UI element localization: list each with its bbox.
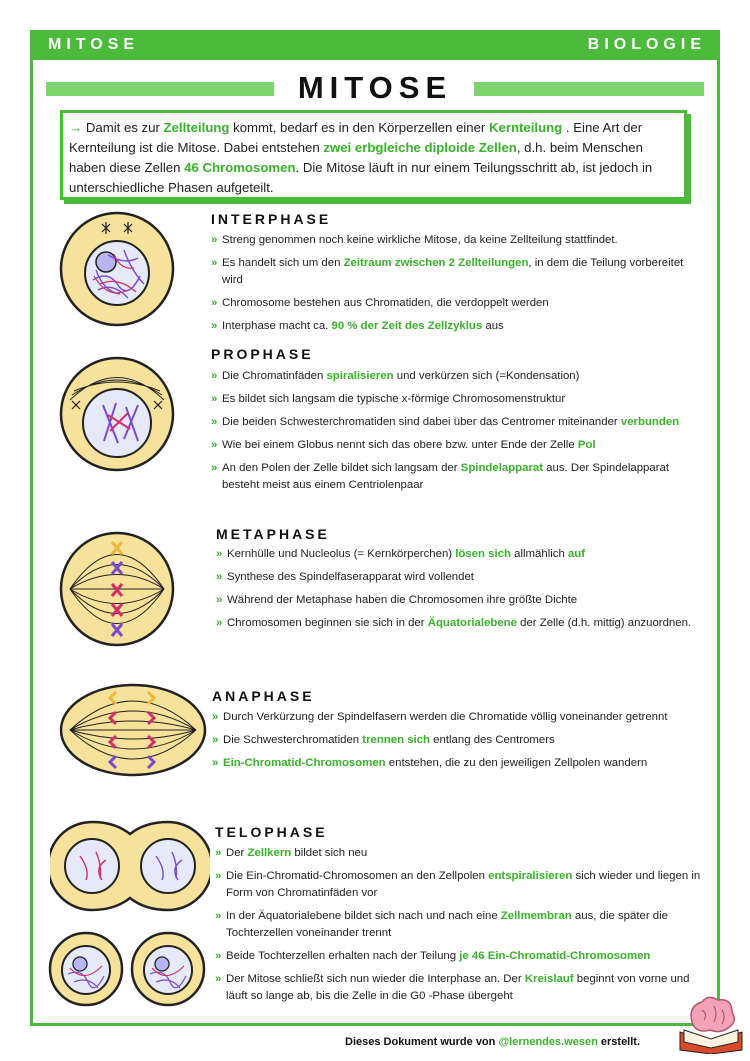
bullet-highlight: Äquatorialebene — [427, 617, 517, 629]
bullet-text: und verkürzen sich (=Kondensation) — [393, 370, 580, 382]
list-item — [211, 255, 701, 289]
header-category: BIOLOGIE — [587, 36, 706, 53]
intro-highlight: zwei erbgleiche diploide Zellen — [323, 140, 517, 155]
bullet-text: Durch Verkürzung der Spindelfasern werden die Chromatide völlig voneinander getrennt — [223, 711, 668, 723]
bullet-text: der Zelle (d.h. mittig) anzuordnen. — [516, 617, 692, 629]
telophase-daughter-cells-illustration — [48, 930, 208, 1008]
metaphase-cell-illustration — [58, 530, 176, 648]
bullet-highlight: Zellmembran — [500, 910, 572, 922]
bullet-highlight: Kreislauf — [524, 973, 574, 985]
intro-highlight: Zellteilung — [163, 120, 230, 135]
bullet-highlight: Zeitraum zwischen 2 Zellteilungen — [343, 257, 529, 269]
metaphase-bullets — [216, 546, 701, 638]
bullet-highlight: spiralisieren — [326, 370, 394, 382]
bullet-highlight: 90 % der Zeit des Zellzyklus — [331, 320, 483, 332]
title-decor-left — [46, 82, 274, 96]
list-item — [211, 391, 701, 408]
bullet-text: Die Ein-Chromatid-Chromosomen an den Zellpolen — [226, 870, 489, 882]
list-item — [211, 232, 701, 249]
page-title: MITOSE — [297, 70, 453, 105]
intro-text: kommt, bedarf es in den Körperzellen einer — [229, 120, 489, 135]
footer-text: erstellt. — [597, 1036, 641, 1048]
list-item — [216, 592, 701, 609]
bullet-highlight: verbunden — [620, 416, 680, 428]
list-item — [215, 868, 701, 902]
telophase-title: TELOPHASE — [215, 824, 328, 840]
intro-text: , d.h. beim Menschen haben diese Zellen — [69, 140, 643, 175]
list-item — [211, 437, 701, 454]
list-item — [216, 615, 701, 632]
bullet-highlight: auf — [567, 548, 586, 560]
prophase-cell-illustration — [58, 355, 176, 473]
bullet-highlight: Pol — [577, 439, 596, 451]
bullet-highlight: trennen sich — [362, 734, 431, 746]
bullet-text: aus — [482, 320, 504, 332]
intro-box — [60, 110, 687, 200]
list-item — [212, 732, 701, 749]
list-item — [215, 971, 701, 1005]
list-item — [211, 318, 701, 335]
bullet-text: aus. Der Spindelapparat besteht meist aus einem Centriolenpaar — [222, 462, 670, 491]
bullet-text: Die Schwesterchromatiden — [223, 734, 363, 746]
list-item — [215, 948, 701, 965]
bullet-text: entlang des Centromers — [430, 734, 555, 746]
bullet-text: aus, die später die Tochterzellen voneinander trennt — [226, 910, 668, 939]
bullet-text: beginnt von vorne und läuft so lange ab, bis die Zelle in die G0 -Phase übergeht — [226, 973, 690, 1002]
bullet-highlight: entspiralisieren — [488, 870, 573, 882]
arrow-icon: → — [69, 120, 83, 135]
anaphase-cell-illustration — [58, 682, 208, 778]
bullet-text: Die beiden Schwesterchromatiden sind dabei über das Centromer miteinander — [222, 416, 621, 428]
bullet-text: Der — [226, 847, 248, 859]
bullet-text: Während der Metaphase haben die Chromosomen ihre größte Dichte — [227, 594, 578, 606]
bullet-text: Es handelt sich um den — [222, 257, 344, 269]
intro-text: Damit es zur — [82, 120, 164, 135]
telophase-bullets — [215, 845, 701, 1011]
interphase-cell-illustration — [58, 210, 176, 328]
bullet-text: Interphase macht ca. — [222, 320, 332, 332]
list-item — [212, 709, 701, 726]
bullet-text: Chromosomen beginnen sie sich in der — [227, 617, 428, 629]
bullet-text: Es bildet sich langsam die typische x-förmige Chromosomenstruktur — [222, 393, 566, 405]
metaphase-title: METAPHASE — [216, 526, 330, 542]
brain-book-logo-icon — [676, 992, 746, 1054]
title-decor-right — [474, 82, 704, 96]
bullet-text: In der Äquatorialebene bildet sich nach und nach eine — [226, 910, 501, 922]
bullet-text: Die Chromatinfäden — [222, 370, 327, 382]
intro-highlight: Kernteilung — [488, 120, 563, 135]
list-item — [212, 755, 701, 772]
intro-text: . Die Mitose läuft in nur einem Teilungsschritt ab, ist jedoch in unterschiedliche Phasen aufgeteilt. — [69, 160, 653, 195]
list-item — [216, 569, 701, 586]
bullet-text: sich wieder und liegen in Form von Chromatinfäden vor — [226, 870, 701, 899]
bullet-highlight: Ein-Chromatid-Chromosomen — [223, 757, 386, 769]
list-item — [216, 546, 701, 563]
bullet-highlight: Zellkern — [247, 847, 292, 859]
telophase-dividing-cell-illustration — [50, 820, 210, 912]
bullet-text: Chromosome bestehen aus Chromatiden, die verdoppelt werden — [222, 297, 549, 309]
bullet-highlight: lösen sich — [455, 548, 511, 560]
author-handle-link[interactable]: @lernendes.wesen — [498, 1036, 598, 1048]
bullet-text: Streng genommen noch keine wirkliche Mitose, da keine Zellteilung stattfindet. — [222, 234, 618, 246]
list-item — [215, 908, 701, 942]
bullet-text: An den Polen der Zelle bildet sich langsam der — [222, 462, 461, 474]
bullet-text: Der Mitose schließt sich nun wieder die Interphase an. Der — [226, 973, 525, 985]
prophase-title: PROPHASE — [211, 346, 314, 362]
header-bar — [30, 30, 720, 60]
interphase-bullets — [211, 232, 701, 341]
list-item — [215, 845, 701, 862]
bullet-text: Beide Tochterzellen erhalten nach der Teilung — [226, 950, 460, 962]
bullet-text: Synthese des Spindelfaserapparat wird vollendet — [227, 571, 474, 583]
intro-highlight: 46 Chromosomen — [184, 160, 296, 175]
list-item — [211, 368, 701, 385]
anaphase-title: ANAPHASE — [212, 688, 315, 704]
intro-text: . Eine Art der Kernteilung ist die Mitose. Dabei entstehen — [69, 120, 643, 155]
interphase-title: INTERPHASE — [211, 211, 332, 227]
bullet-text: Kernhülle und Nucleolus (= Kernkörperchen) — [227, 548, 456, 560]
bullet-text: Wie bei einem Globus nennt sich das obere bzw. unter Ende der Zelle — [222, 439, 578, 451]
list-item — [211, 414, 701, 431]
bullet-highlight: Spindelapparat — [460, 462, 544, 474]
bullet-text: allmählich — [510, 548, 568, 560]
prophase-bullets — [211, 368, 701, 500]
bullet-highlight: je 46 Ein-Chromatid-Chromosomen — [459, 950, 651, 962]
bullet-text: entstehen, die zu den jeweiligen Zellpolen wandern — [385, 757, 648, 769]
list-item — [211, 460, 701, 494]
header-subject: MITOSE — [48, 36, 140, 53]
footer-text: Dieses Dokument wurde von — [345, 1036, 499, 1048]
anaphase-bullets — [212, 709, 701, 778]
bullet-text: bildet sich neu — [291, 847, 368, 859]
footer-credit — [345, 1036, 640, 1048]
list-item — [211, 295, 701, 312]
bullet-text: , in dem die Teilung vorbereitet wird — [222, 257, 684, 286]
